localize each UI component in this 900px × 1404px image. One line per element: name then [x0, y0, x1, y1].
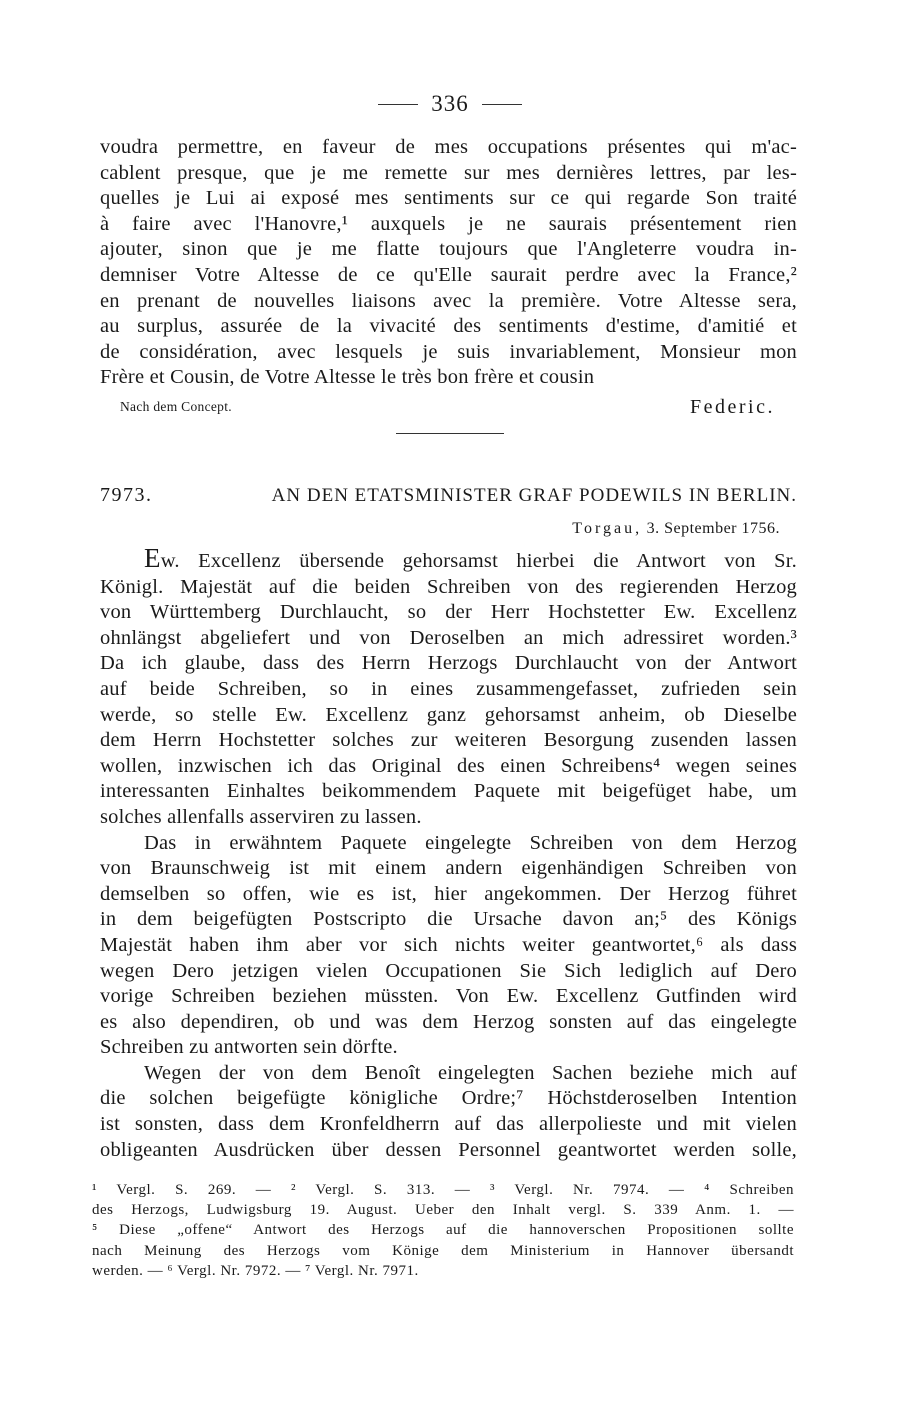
signature-row [100, 396, 797, 426]
drop-cap: E [144, 543, 161, 573]
text-line: von Württemberg Durchlaucht, so der Herr Hochstetter Ew. Excellenz [100, 601, 797, 624]
text-line: vorige Schreiben beziehen müssten. Von Ew. Excellenz Gutfinden wird [100, 985, 797, 1008]
document-heading [100, 484, 797, 514]
footnote-line: ⁵ Diese „offene“ Antwort des Herzogs auf die hannoverschen Propositionen sollte [92, 1222, 794, 1239]
text-line: ohnlängst abgeliefert und von Deroselben an mich adressiret worden.³ [100, 626, 797, 649]
text-line: cablent presque, que je me remette sur mes dernières lettres, par les- [100, 161, 797, 184]
source-note: Nach dem Concept. [120, 399, 232, 414]
header-dash-left [378, 104, 418, 105]
text-line: von Braunschweig ist mit einem andern eigenhändigen Schreiben von [100, 857, 797, 880]
section-divider [396, 433, 504, 434]
footnote-line: werden. — ⁶ Vergl. Nr. 7972. — ⁷ Vergl. Nr. 7971. [92, 1262, 419, 1279]
text-line: demselben so offen, wie es ist, hier angekommen. Der Herzog führet [100, 882, 797, 905]
text-line: Königl. Majestät auf die beiden Schreiben von des regierenden Herzog [100, 575, 797, 598]
text-line: Majestät haben ihm aber vor sich nichts weiter geantwortet,⁶ als dass [100, 933, 797, 956]
text-line: Schreiben zu antworten sein dörfte. [100, 1036, 398, 1059]
page-number: 336 [431, 91, 469, 116]
text-line-content: w. Excellenz übersende gehorsamst hierbei die Antwort von Sr. [160, 550, 797, 572]
signature: Federic. [690, 396, 775, 418]
text-line: ajouter, sinon que je me flatte toujours que l'Angleterre voudra in- [100, 238, 797, 261]
text-line: in dem beigefügten Postscripto die Ursache davon an;⁵ des Königs [100, 908, 797, 931]
text-line: die solchen beigefügte königliche Ordre;⁷ Höchstderoselben Intention [100, 1087, 797, 1110]
text-line: dem Herrn Hochstetter solches zur weiteren Besorgung zusenden lassen [100, 729, 797, 752]
page-header [0, 88, 900, 120]
text-line: es also dependiren, ob und was dem Herzog sonsten auf das eingelegte [100, 1010, 797, 1033]
footnotes [92, 1180, 794, 1281]
footnote-line: nach Meinung des Herzogs vom Könige dem Ministerium in Hannover übersandt [92, 1242, 794, 1259]
dateline-place: Torgau, [572, 520, 643, 537]
text-line: de considération, avec lesquels je suis invariablement, Monsieur mon [100, 340, 797, 363]
text-line: Wegen der von dem Benoît eingelegten Sachen beziehe mich auf [144, 1061, 797, 1084]
footnote-line: ¹ Vergl. S. 269. — ² Vergl. S. 313. — ³ Vergl. Nr. 7974. — ⁴ Schreiben [92, 1182, 794, 1198]
letter-closing-paragraph [100, 135, 797, 391]
text-line: wollen, inzwischen ich das Original des einen Schreibens⁴ wegen seines [100, 754, 797, 777]
header-dash-right [482, 104, 522, 105]
text-line: en prenant de nouvelles liaisons avec la première. Votre Altesse sera, [100, 289, 797, 312]
dateline-date: 3. September 1756. [646, 520, 780, 537]
document-title: AN DEN ETATSMINISTER GRAF PODEWILS IN BERLIN. [271, 485, 797, 506]
text-line: demniser Votre Altesse de ce qu'Elle saurait perdre avec la France,² [100, 263, 797, 286]
text-line: quelles je Lui ai exposé mes sentiments sur ce qui regarde Son traité [100, 187, 797, 210]
text-line: voudra permettre, en faveur de mes occupations présentes qui m'ac- [100, 136, 797, 158]
text-line: à faire avec l'Hanovre,¹ auxquels je ne saurais présentement rien [100, 212, 797, 235]
footnote-line: des Herzogs, Ludwigsburg 19. August. Ueber den Inhalt vergl. S. 339 Anm. 1. — [92, 1202, 794, 1219]
text-line: obligeanten Ausdrücken über dessen Personnel geantwortet werden solle, [100, 1138, 797, 1161]
text-line: Das in erwähntem Paquete eingelegte Schreiben von dem Herzog [144, 831, 797, 854]
text-line: auf beide Schreiben, so in eines zusammengefasset, zufrieden sein [100, 677, 797, 700]
text-line: au surplus, assurée de la vivacité des sentiments d'estime, d'amitié et [100, 315, 797, 338]
text-line [100, 543, 797, 575]
text-line: werde, so stelle Ew. Excellenz ganz gehorsamst anheim, ob Dieselbe [100, 703, 797, 726]
text-line: wegen Dero jetzigen vielen Occupationen Sie Sich lediglich auf Dero [100, 959, 797, 982]
document-number: 7973. [100, 484, 153, 506]
text-line: Da ich glaube, dass des Herrn Herzogs Durchlaucht von der Antwort [100, 652, 797, 675]
text-line: solches allenfalls asserviren zu lassen. [100, 805, 422, 828]
text-line: Frère et Cousin, de Votre Altesse le très bon frère et cousin [100, 366, 595, 389]
text-line: interessanten Einhaltes beikommendem Paquete mit beigefüget habe, um [100, 780, 797, 803]
text-line: ist sonsten, dass dem Kronfeldherrn auf das allerpolieste und mit vielen [100, 1113, 797, 1136]
dateline [572, 520, 780, 538]
document-body [100, 543, 797, 1163]
